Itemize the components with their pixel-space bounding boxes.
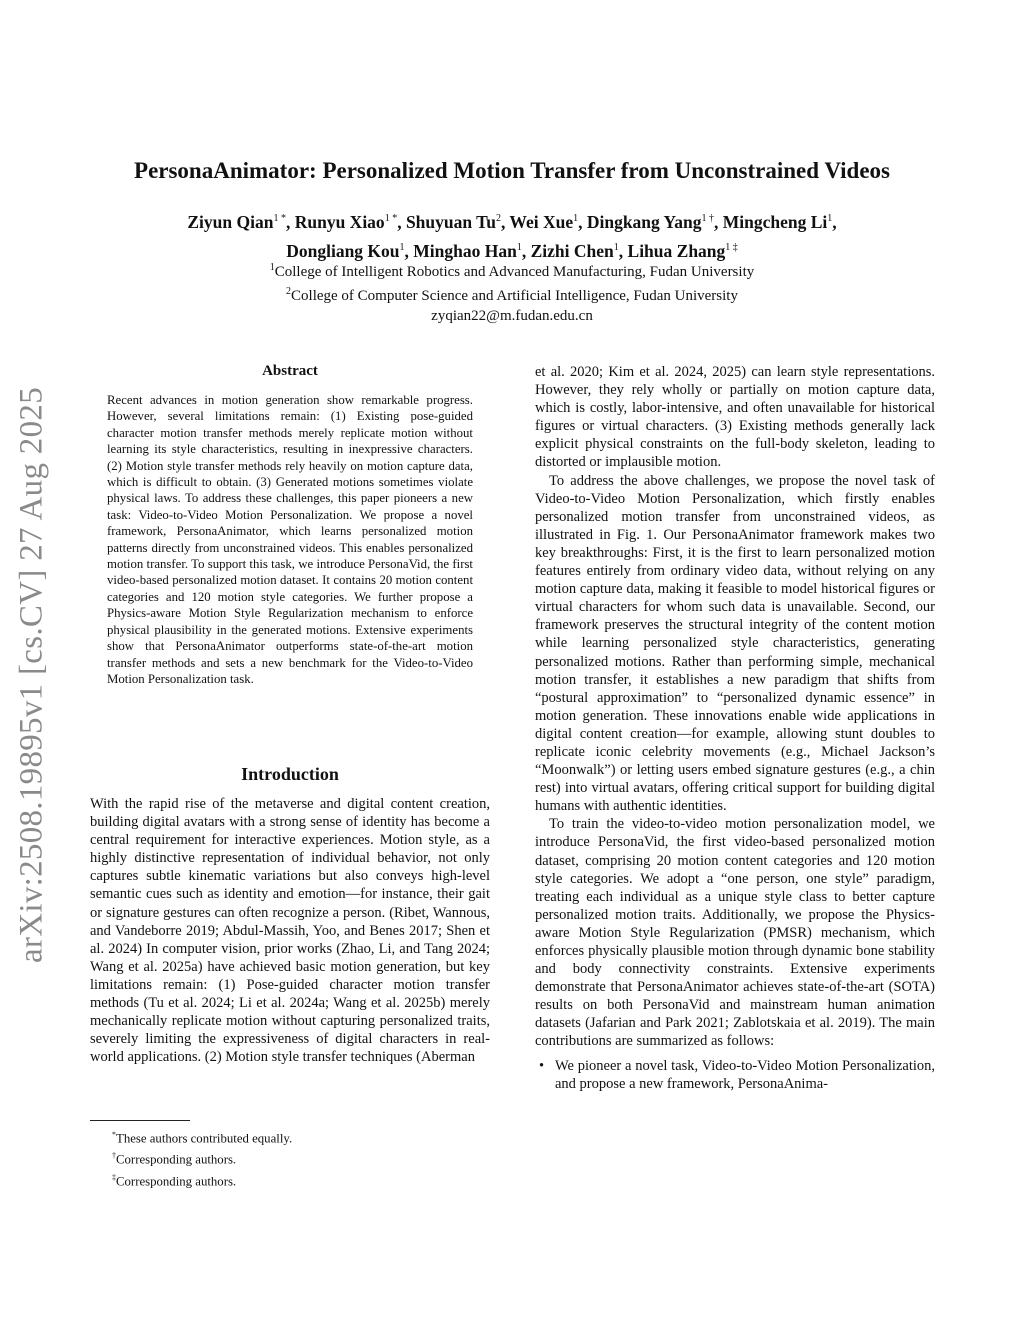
affiliation-mark: 2 bbox=[286, 286, 292, 297]
author-mark: 1 ‡ bbox=[725, 241, 738, 253]
footnote-text: Corresponding authors. bbox=[116, 1152, 237, 1167]
author-name: Mingcheng Li bbox=[722, 211, 828, 232]
footnote bbox=[90, 1126, 490, 1147]
affiliation-2 bbox=[90, 282, 934, 306]
footnote-mark: † bbox=[112, 1151, 116, 1161]
footnote-text: Corresponding authors. bbox=[116, 1173, 237, 1188]
bullet-icon: • bbox=[539, 1057, 545, 1074]
introduction-heading: Introduction bbox=[241, 764, 339, 784]
author-name: Dingkang Yang bbox=[586, 211, 702, 232]
abstract-text: Recent advances in motion generation show remarkable progress. However, several limitations remain: (1) Existing pose-guided character motion transfer methods merely replicate motion without learning its style characteristics, resulting in inexpressive characters. (2) Motion style transfer methods rely heavily on motion capture data, which is difficult to obtain. (3) Generated motions sometimes violate physical laws. To address these challenges, this paper pioneers a new task: Video-to-Video Motion Personalization. We propose a novel framework, PersonaAnimator, which learns personalized motion patterns directly from unconstrained videos. This enables personalized motion transfer. To support this task, we introduce PersonaVid, the first video-based personalized motion dataset. It contains 20 motion content categories and 120 motion style categories. We further propose a Physics-aware Motion Style Regularization mechanism to enforce physical plausibility in the generated motions. Extensive experiments show that PersonaAnimator outperforms state-of-the-art motion transfer methods and sets a new benchmark for the Video-to-Video Motion Personalization task. bbox=[107, 393, 473, 686]
author-name: Runyu Xiao bbox=[294, 211, 385, 232]
affiliation-text: College of Intelligent Robotics and Advanced Manufacturing, Fudan University bbox=[274, 264, 755, 280]
author-mark: 1 * bbox=[273, 213, 286, 224]
author-name: Zizhi Chen bbox=[530, 240, 614, 261]
abstract-heading: Abstract bbox=[262, 363, 318, 379]
arxiv-identifier-text: arXiv:2508.19895v1 [cs.CV] 27 Aug 2025 bbox=[13, 386, 50, 964]
affiliation-mark: 1 bbox=[269, 262, 275, 273]
author-name: Wei Xue bbox=[509, 211, 574, 232]
right-paragraph-2: To address the above challenges, we propose the novel task of Video-to-Video Motion Personalization, which firstly enables personalized motion transfer from unconstrained videos, as illustrated in Fig. 1. Our PersonaAnimator framework makes two key breakthroughs: First, it is the first to learn personalized motion features entirely from ordinary video data, without relying on any motion capture data, making it feasible to model historical figures or virtual characters for whom such data is unavailable. Second, our framework preserves the structural integrity of the content motion while learning personalized style characteristics, generating personalized motions. Rather than performing simple, mechanical motion transfer, it establishes a new paradigm that shifts from “postural approximation” to “personalized dynamic essence” in motion generation. These innovations enable wide applications in digital content creation—for example, allowing stunt doubles to replicate iconic celebrity movements (e.g., Michael Jackson’s “Moonwalk”) or letting users embed signature gestures (e.g., a chin rest) into virtual avatars, offering critical support for building digital humans with authentic identities. bbox=[535, 472, 935, 815]
contribution-text: We pioneer a novel task, Video-to-Video Motion Personalization, and propose a new framework, PersonaAnima- bbox=[555, 1057, 935, 1092]
author-mark: 1 bbox=[516, 241, 522, 253]
introduction-section bbox=[90, 764, 490, 1066]
author-line-1: Ziyun Qian$^{1 *}$, Runyu Xiao$^{1 *}$, Shuyuan Tu$^2$, Wei Xue$^1$, Dingkang Yang$^{1 \dagger}$, Mingcheng Li$^1$, bbox=[187, 211, 837, 232]
contribution-item bbox=[535, 1057, 935, 1093]
arxiv-identifier-stamp bbox=[2, 370, 62, 980]
paper-title: PersonaAnimator: Personalized Motion Transfer from Unconstrained Videos bbox=[134, 158, 890, 183]
author-list bbox=[90, 206, 934, 264]
right-paragraph-1: et al. 2020; Kim et al. 2024, 2025) can learn style representations. However, they rely wholly or partially on motion capture data, which is costly, labor-intensive, and often unavailable for historical figures or virtual characters. (3) Existing methods generally lack explicit physical constraints on the full-body skeleton, leading to distorted or implausible motion. bbox=[535, 364, 935, 471]
affiliations bbox=[90, 258, 934, 326]
affiliation-text: College of Computer Science and Artificial Intelligence, Fudan University bbox=[291, 288, 738, 304]
right-paragraph-3: To train the video-to-video motion personalization model, we introduce PersonaVid, the first video-based personalized motion dataset, comprising 20 motion content categories and 120 motion style categories. We adopt a “one person, one style” paradigm, treating each individual as a unique style class to better capture personalized motion traits. Additionally, we propose the Physics-aware Motion Style Regularization (PMSR) mechanism, which enforces physically plausible motion through dynamic bone stability and body connectivity constraints. Extensive experiments demonstrate that PersonaAnimator achieves state-of-the-art (SOTA) results on both PersonaVid and mainstream human animation datasets (Jafarian and Park 2021; Zablotskaia et al. 2019). The main contributions are summarized as follows: bbox=[535, 816, 935, 1050]
contributions-list bbox=[535, 1057, 935, 1093]
author-mark: 1 * bbox=[384, 213, 398, 224]
abstract-section bbox=[107, 363, 473, 687]
author-mark: 1 bbox=[399, 241, 405, 253]
author-name: Shuyuan Tu bbox=[405, 211, 496, 232]
footnote-text: These authors contributed equally. bbox=[116, 1131, 293, 1146]
footnote bbox=[90, 1147, 490, 1168]
author-name: Lihua Zhang bbox=[627, 240, 726, 261]
contact-email: zyqian22@m.fudan.edu.cn bbox=[431, 308, 593, 324]
author-name: Minghao Han bbox=[413, 240, 517, 261]
footnote-mark: * bbox=[112, 1130, 116, 1139]
author-line-2: Dongliang Kou$^1$, Minghao Han$^1$, Zizhi Chen$^1$, Lihua Zhang$^{1 \ddagger}$ bbox=[286, 240, 738, 261]
affiliation-1 bbox=[90, 258, 934, 282]
footnote-divider bbox=[90, 1120, 190, 1121]
right-column bbox=[535, 363, 935, 1093]
footnote-mark: ‡ bbox=[112, 1172, 116, 1182]
author-name: Dongliang Kou bbox=[286, 240, 400, 261]
author-mark: 1 † bbox=[701, 213, 714, 224]
author-mark: 1 bbox=[827, 213, 833, 224]
author-mark: 1 bbox=[613, 241, 619, 253]
author-mark: 2 bbox=[495, 213, 501, 224]
author-name: Ziyun Qian bbox=[187, 211, 274, 232]
author-mark: 1 bbox=[573, 213, 579, 224]
footnotes bbox=[90, 1120, 490, 1190]
introduction-paragraph: With the rapid rise of the metaverse and digital content creation, building digital avatars with a strong sense of identity has become a central requirement for interactive experiences. Motion style, as a highly distinctive representation of individual behavior, not only captures subtle kinematic variations but also conveys high-level semantic cues such as identity and emotion—for instance, their gait or signature gestures can often recognize a person. (Ribet, Wannous, and Vandeborre 2019; Abdul-Massih, Yoo, and Benes 2017; Shen et al. 2024) In computer vision, prior works (Zhao, Li, and Tang 2024; Wang et al. 2025a) have achieved basic motion generation, but key limitations remain: (1) Pose-guided character motion transfer methods (Tu et al. 2024; Li et al. 2024a; Wang et al. 2025b) merely mechanically replicate motion without capturing personalized traits, severely limiting the expressiveness of digital characters in real-world applications. (2) Motion style transfer techniques (Aberman bbox=[90, 796, 490, 1066]
footnote bbox=[90, 1169, 490, 1190]
